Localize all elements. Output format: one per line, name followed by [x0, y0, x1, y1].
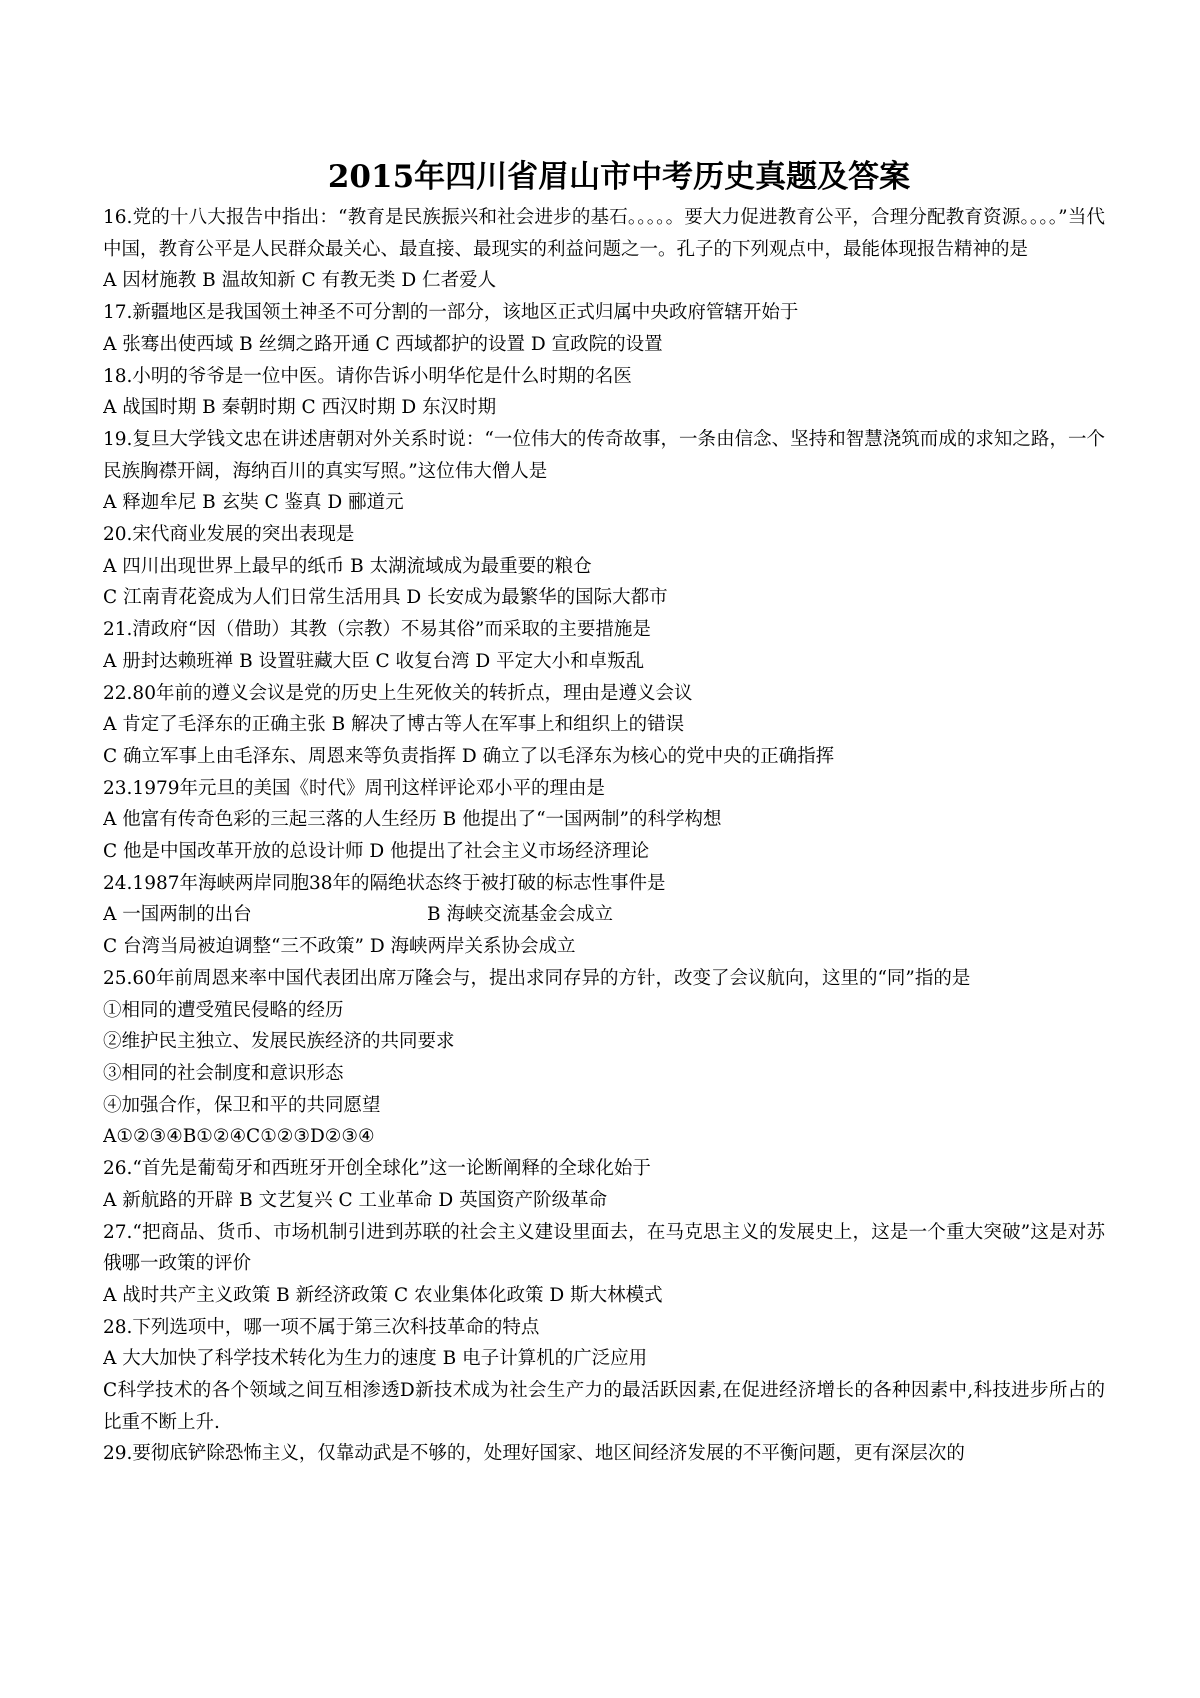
- question-options: C 江南青花瓷成为人们日常生活用具 D 长安成为最繁华的国际大都市: [103, 587, 668, 609]
- question-options: A 册封达赖班禅 B 设置驻藏大臣 C 收复台湾 D 平定大小和卓叛乱: [103, 650, 645, 672]
- question-options: A 肯定了毛泽东的正确主张 B 解决了博古等人在军事上和组织上的错误: [103, 714, 685, 736]
- question-stem: 24.1987年海峡两岸同胞38年的隔绝状态终于被打破的标志性事件是: [103, 872, 666, 894]
- question-options: A 战时共产主义政策 B 新经济政策 C 农业集体化政策 D 斯大林模式: [103, 1284, 663, 1306]
- statement-3: ③相同的社会制度和意识形态: [103, 1062, 344, 1084]
- statement-4: ④加强合作，保卫和平的共同愿望: [103, 1094, 381, 1116]
- question-stem: 21.清政府“因（借助）其教（宗教）不易其俗”而采取的主要措施是: [103, 619, 651, 641]
- question-options: A 张骞出使西域 B 丝绸之路开通 C 西域都护的设置 D 宣政院的设置: [103, 333, 663, 355]
- option-b: B 海峡交流基金会成立: [427, 904, 613, 926]
- question-21: [103, 614, 1105, 677]
- question-25: [103, 963, 1105, 1153]
- question-20: [103, 519, 1105, 614]
- statement-2: ②维护民主独立、发展民族经济的共同要求: [103, 1031, 455, 1053]
- question-options: C科学技术的各个领域之间互相渗透D新技术成为社会生产力的最活跃因素,在促进经济增长的各种因素中,科技进步所占的比重不断上升.: [103, 1380, 1105, 1433]
- question-stem: 26.“首先是葡萄牙和西班牙开创全球化”这一论断阐释的全球化始于: [103, 1158, 651, 1180]
- question-options: C 台湾当局被迫调整“三不政策” D 海峡两岸关系协会成立: [103, 936, 576, 958]
- question-27: [103, 1217, 1105, 1312]
- question-options: C 他是中国改革开放的总设计师 D 他提出了社会主义市场经济理论: [103, 841, 650, 863]
- question-stem: 17.新疆地区是我国领土神圣不可分割的一部分，该地区正式归属中央政府管辖开始于: [103, 302, 799, 324]
- question-stem: 27.“把商品、货币、市场机制引进到苏联的社会主义建设里面去，在马克思主义的发展史上，这是一个重大突破”这是对苏俄哪一政策的评价: [103, 1221, 1105, 1275]
- question-24: [103, 868, 1105, 963]
- page-title: 2015年四川省眉山市中考历史真题及答案: [327, 159, 911, 195]
- question-stem: 19.复旦大学钱文忠在讲述唐朝对外关系时说：“一位伟大的传奇故事，一条由信念、坚持和智慧浇筑而成的求知之路，一个民族胸襟开阔，海纳百川的真实写照。”这位伟大僧人是: [103, 428, 1105, 482]
- question-options: A 大大加快了科学技术转化为生力的速度 B 电子计算机的广泛应用: [103, 1348, 648, 1370]
- question-options-row: [103, 899, 1105, 931]
- question-options: A 四川出现世界上最早的纸币 B 太湖流域成为最重要的粮仓: [103, 555, 592, 577]
- question-stem: 16.党的十八大报告中指出：“教育是民族振兴和社会进步的基石。。。。。要大力促进教育公平，合理分配教育资源。。。。”当代中国，教育公平是人民群众最关心、最直接、最现实的利益问题之一。孔子的下列观点中，最能体现报告精神的是: [103, 207, 1105, 260]
- question-26: [103, 1153, 1105, 1216]
- question-options: A 释迦牟尼 B 玄奘 C 鉴真 D 郦道元: [103, 492, 404, 514]
- question-list: [103, 202, 1105, 1470]
- option-a: A 一国两制的出台: [103, 904, 252, 926]
- statement-1: ①相同的遭受殖民侵略的经历: [103, 999, 344, 1021]
- question-stem: 29.要彻底铲除恐怖主义，仅靠动武是不够的，处理好国家、地区间经济发展的不平衡问题，更有深层次的: [103, 1443, 965, 1465]
- question-16: [103, 202, 1105, 297]
- question-stem: 25.60年前周恩来率中国代表团出席万隆会与，提出求同存异的方针，改变了会议航向，这里的“同”指的是: [103, 967, 971, 989]
- question-29: [103, 1438, 1105, 1470]
- question-options: A①②③④B①②④C①②③D②③④: [103, 1126, 375, 1148]
- question-19: [103, 424, 1105, 519]
- question-18: [103, 361, 1105, 424]
- question-options: A 新航路的开辟 B 文艺复兴 C 工业革命 D 英国资产阶级革命: [103, 1189, 608, 1211]
- question-stem: 20.宋代商业发展的突出表现是: [103, 524, 355, 546]
- question-options: A 战国时期 B 秦朝时期 C 西汉时期 D 东汉时期: [103, 397, 497, 419]
- question-options: C 确立军事上由毛泽东、周恩来等负责指挥 D 确立了以毛泽东为核心的党中央的正确指挥: [103, 745, 835, 767]
- question-stem: 18.小明的爷爷是一位中医。请你告诉小明华佗是什么时期的名医: [103, 365, 632, 387]
- question-23: [103, 773, 1105, 868]
- question-22: [103, 678, 1105, 773]
- question-stem: 22.80年前的遵义会议是党的历史上生死攸关的转折点，理由是遵义会议: [103, 682, 693, 704]
- question-stem: 28.下列选项中，哪一项不属于第三次科技革命的特点: [103, 1316, 540, 1338]
- question-17: [103, 297, 1105, 360]
- question-options: A 他富有传奇色彩的三起三落的人生经历 B 他提出了“一国两制”的科学构想: [103, 809, 722, 831]
- question-stem: 23.1979年元旦的美国《时代》周刊这样评论邓小平的理由是: [103, 777, 606, 799]
- question-28: [103, 1312, 1105, 1439]
- question-options: A 因材施教 B 温故知新 C 有教无类 D 仁者爱人: [103, 270, 497, 292]
